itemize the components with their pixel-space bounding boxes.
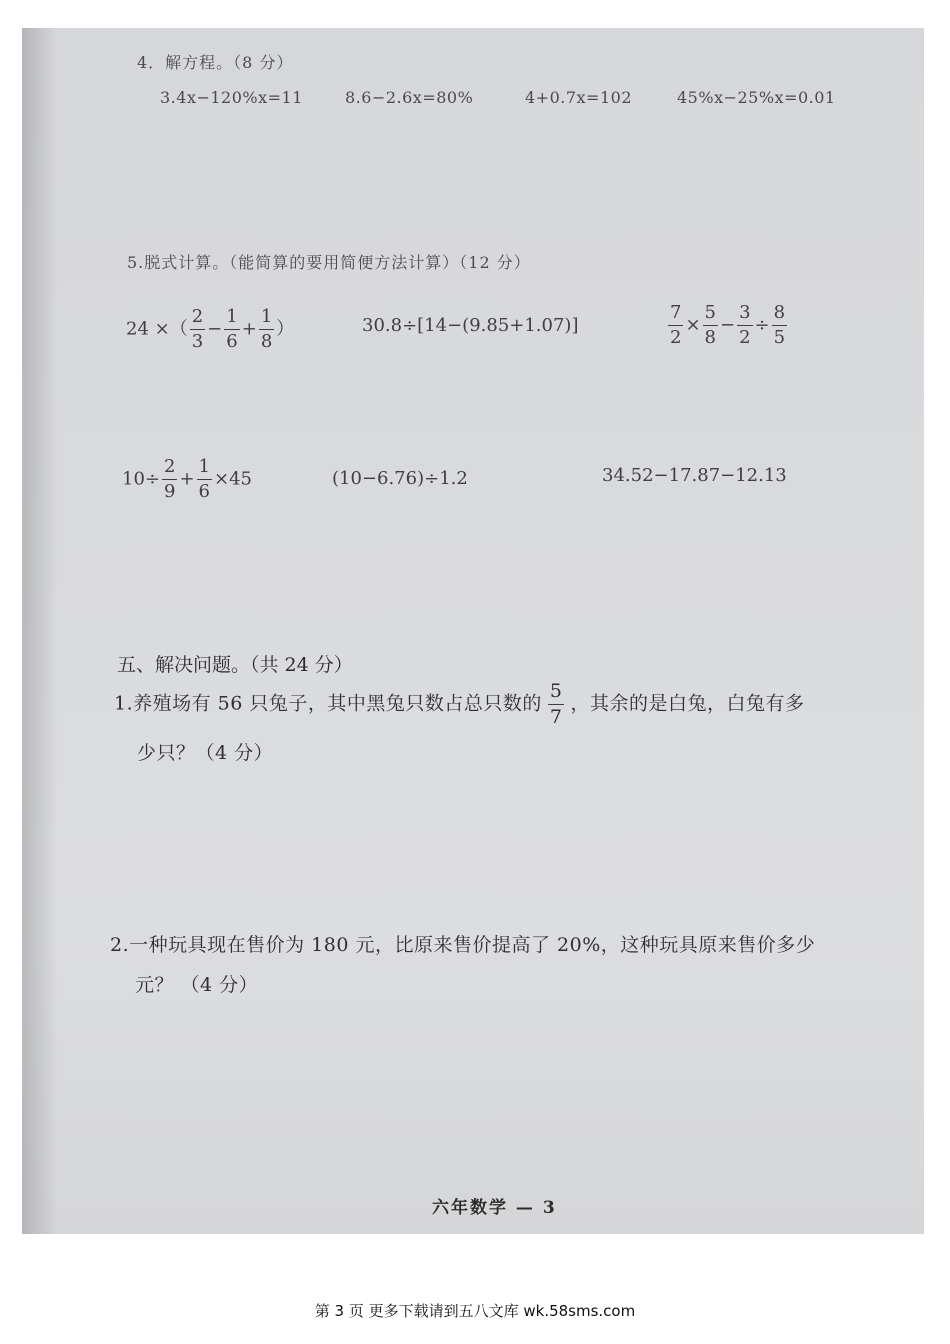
question-2-line-2: 元？ （4 分）: [135, 974, 259, 996]
equation-2: 8.6−2.6x=80%: [345, 88, 474, 107]
expression-1: 24 ×（ $\frac{2}{3}$ − $\frac{1}{6}$ + $\frac{1}{8}$ ）: [126, 306, 295, 352]
fraction: $\frac{1}{6}$: [226, 306, 238, 352]
fraction: $\frac{2}{3}$: [191, 306, 204, 352]
expression-2: 30.8÷[14−(9.85+1.07)]: [362, 315, 579, 336]
question-1-line-2: 少只？（4 分）: [137, 742, 274, 764]
question-1-line-1: 1.养殖场有 56 只兔子，其中黑兔只数占总只数的 $\frac{5}{7}$ ，其余的是白兔，白兔有多: [114, 680, 805, 728]
fraction: $\frac{5}{8}$: [704, 302, 716, 348]
fraction: $\frac{3}{2}$: [739, 302, 751, 348]
expression-3: $\frac{7}{2}$ × $\frac{5}{8}$ − $\frac{3}{2}$ ÷ $\frac{8}{5}$: [670, 302, 786, 348]
fraction: $\frac{2}{9}$: [164, 456, 176, 502]
section-5-title: 5.脱式计算。（能简算的要用简便方法计算）（12 分）: [127, 253, 531, 272]
fraction: $\frac{8}{5}$: [773, 302, 786, 348]
equation-1: 3.4x−120%x=11: [160, 88, 303, 107]
page-footer: 六年数学 — 3: [432, 1198, 557, 1218]
fraction: $\frac{1}{8}$: [260, 306, 273, 352]
question-2-line-1: 2.一种玩具现在售价为 180 元，比原来售价提高了 20%，这种玩具原来售价多少: [110, 934, 816, 956]
equation-3: 4+0.7x=102: [525, 88, 632, 107]
equation-4: 45%x−25%x=0.01: [677, 88, 836, 107]
scanned-exam-page: [22, 28, 924, 1234]
expression-5: (10−6.76)÷1.2: [332, 468, 468, 489]
fraction: $\frac{1}{6}$: [198, 456, 210, 502]
download-caption: 第 3 页 更多下载请到五八文库 wk.58sms.com: [314, 1302, 636, 1320]
fraction: $\frac{5}{7}$: [549, 680, 563, 728]
section-4-title: 4．解方程。（8 分）: [137, 53, 294, 72]
section-five-title: 五、解决问题。（共 24 分）: [117, 654, 353, 676]
expression-1-lead: 24 ×（: [126, 318, 188, 340]
fraction: $\frac{7}{2}$: [670, 302, 682, 348]
expression-4: 10÷ $\frac{2}{9}$ + $\frac{1}{6}$ ×45: [122, 456, 252, 502]
expression-6: 34.52−17.87−12.13: [602, 465, 787, 486]
